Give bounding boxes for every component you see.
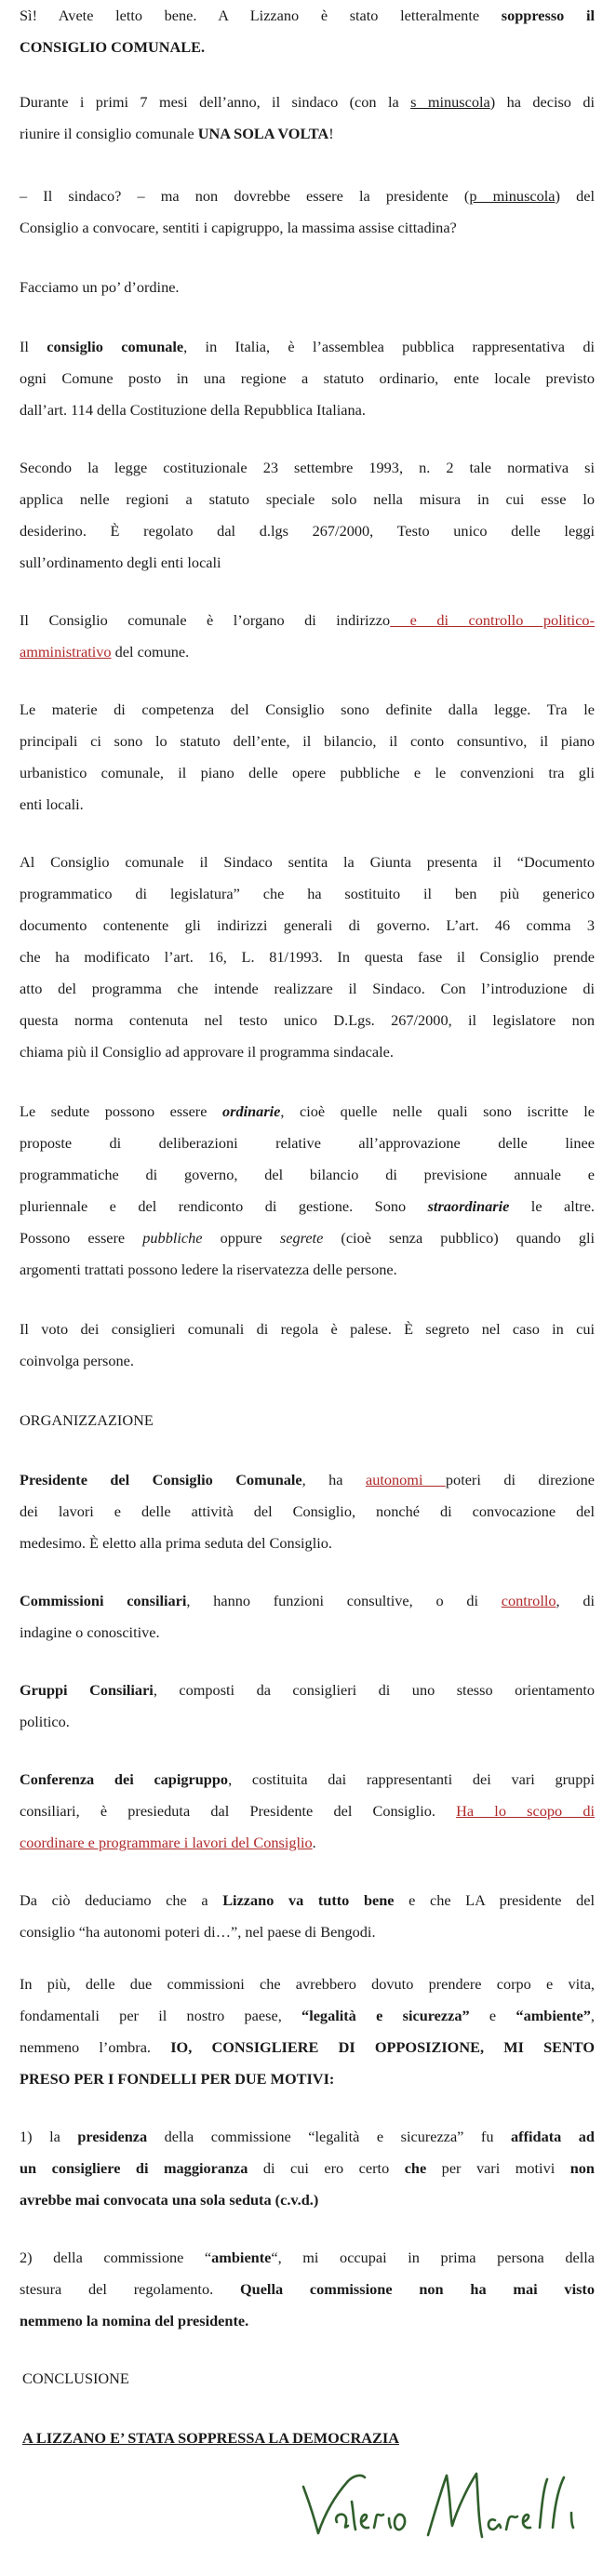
paragraph-conferenza: Conferenza dei capigruppo, costituita dai rappresentanti dei vari gruppi consiliari, è presieduta dal Presidente del Consiglio. Ha lo scopo di coordinare e programmare i lavori del Consiglio.: [20, 1770, 595, 1851]
controllo-link[interactable]: controllo: [501, 1592, 556, 1609]
paragraph-presidente-consiglio: Presidente del Consiglio Comunale, ha autonomi poteri di direzione dei lavori e delle attività del Consiglio, nonché di convocazione del medesimo. È eletto alla prima seduta del Consiglio.: [20, 1471, 595, 1552]
s-minuscola-link[interactable]: s minuscola: [410, 93, 490, 111]
paragraph-materie: Le materie di competenza del Consiglio sono definite dalla legge. Tra le principali ci sono lo statuto dell’ente, il bilancio, il conto consuntivo, il piano urbanistico comunale, il piano delle opere pubbliche e le convenzioni tra gli enti locali.: [20, 701, 595, 813]
intro-paragraph: Sì! Avete letto bene. A Lizzano è stato letteralmente soppresso il CONSIGLIO COMUNALE.: [20, 7, 595, 56]
scopo-link[interactable]: Ha lo scopo di: [456, 1802, 595, 1820]
paragraph-documento: Al Consiglio comunale il Sindaco sentita la Giunta presenta il “Documento programmatico di legislatura” che ha sostituito il ben più generico documento contenente gli indirizzi generali di governo. L’art. 46 comma 3 che ha modificato l’art. 16, L. 81/1993. In questa fase il Consiglio prende atto del programma che intende realizzare il Sindaco. Con l’introduzione di questa norma contenuta nel testo unico D.Lgs. 267/2000, il legislatore non chiama più il Consiglio ad approvare il programma sindacale.: [20, 853, 595, 1061]
paragraph-ordine: Facciamo un po’ d’ordine.: [20, 278, 180, 296]
paragraph-sedute: Le sedute possono essere ordinarie, cioè quelle nelle quali sono iscritte le proposte di deliberazioni relative all’approvazione delle linee programmatiche di governo, del bilancio di previsione annuale e pluriennale e del rendiconto di gestione. Sono straordinarie le altre. Possono essere pubbliche oppure segrete (cioè senza pubblico) quando gli argomenti trattati possono ledere la riservatezza delle persone.: [20, 1102, 596, 1278]
signature: [296, 2461, 594, 2554]
amministrativo-link[interactable]: amministrativo: [20, 643, 112, 661]
paragraph-motivo-2: 2) della commissione “ambiente“, mi occupai in prima persona della stesura del regolamento. Quella commissione non ha mai visto nemmeno la nomina del presidente.: [20, 2249, 595, 2329]
article-body: [20, 0, 595, 2454]
heading-conclusione: CONCLUSIONE: [22, 2369, 129, 2387]
paragraph-sindaco: Durante i primi 7 mesi dell’anno, il sindaco (con la s minuscola) ha deciso di riunire il consiglio comunale UNA SOLA VOLTA!: [20, 93, 596, 142]
p-minuscola-link[interactable]: p minuscola: [469, 187, 556, 205]
heading-democrazia: A LIZZANO E’ STATA SOPPRESSA LA DEMOCRAZIA: [22, 2429, 399, 2447]
paragraph-deduciamo: Da ciò deduciamo che a Lizzano va tutto bene e che LA presidente del consiglio “ha autonomi poteri di…”, nel paese di Bengodi.: [20, 1891, 595, 1941]
controllo-politico-link[interactable]: e di controllo politico-: [390, 611, 595, 629]
heading-organizzazione: ORGANIZZAZIONE: [20, 1411, 154, 1429]
paragraph-organo: Il Consiglio comunale è l’organo di indirizzo e di controllo politico- amministrativo del comune.: [20, 611, 595, 661]
coordinare-link[interactable]: coordinare e programmare i lavori del Consiglio: [20, 1834, 313, 1851]
paragraph-inpiu: In più, delle due commissioni che avrebbero dovuto prendere corpo e vita, fondamentali per il nostro paese, “legalità e sicurezza” e “ambiente”, nemmeno l’ombra. IO, CONSIGLIERE DI OPPOSIZIONE, MI SENTO PRESO PER I FONDELLI PER DUE MOTIVI:: [20, 1975, 596, 2088]
paragraph-gruppi: Gruppi Consiliari, composti da consiglieri di uno stesso orientamento politico.: [20, 1681, 596, 1730]
paragraph-voto: Il voto dei consiglieri comunali di regola è palese. È segreto nel caso in cui coinvolga persone.: [20, 1320, 595, 1369]
paragraph-legge: Secondo la legge costituzionale 23 settembre 1993, n. 2 tale normativa si applica nelle regioni a statuto speciale solo nella misura in cui esse lo desiderino. È regolato dal d.lgs 267/2000, Testo unico delle leggi sull’ordinamento degli enti locali: [20, 459, 595, 571]
autonomi-link[interactable]: autonomi: [365, 1471, 446, 1488]
paragraph-motivo-1: 1) la presidenza della commissione “legalità e sicurezza” fu affidata ad un consigliere di maggioranza di cui ero certo che per vari motivi non avrebbe mai convocata una sola seduta (c.v.d.): [20, 2128, 595, 2209]
paragraph-commissioni: Commissioni consiliari, hanno funzioni consultive, o di controllo, di indagine o conoscitive.: [20, 1592, 595, 1641]
paragraph-presidente: – Il sindaco? – ma non dovrebbe essere la presidente (p minuscola) del Consiglio a convocare, sentiti i capigruppo, la massima assise cittadina?: [20, 187, 595, 236]
paragraph-definizione: Il consiglio comunale, in Italia, è l’assemblea pubblica rappresentativa di ogni Comune posto in una regione a statuto ordinario, ente locale previsto dall’art. 114 della Costituzione della Repubblica Italiana.: [20, 338, 595, 419]
